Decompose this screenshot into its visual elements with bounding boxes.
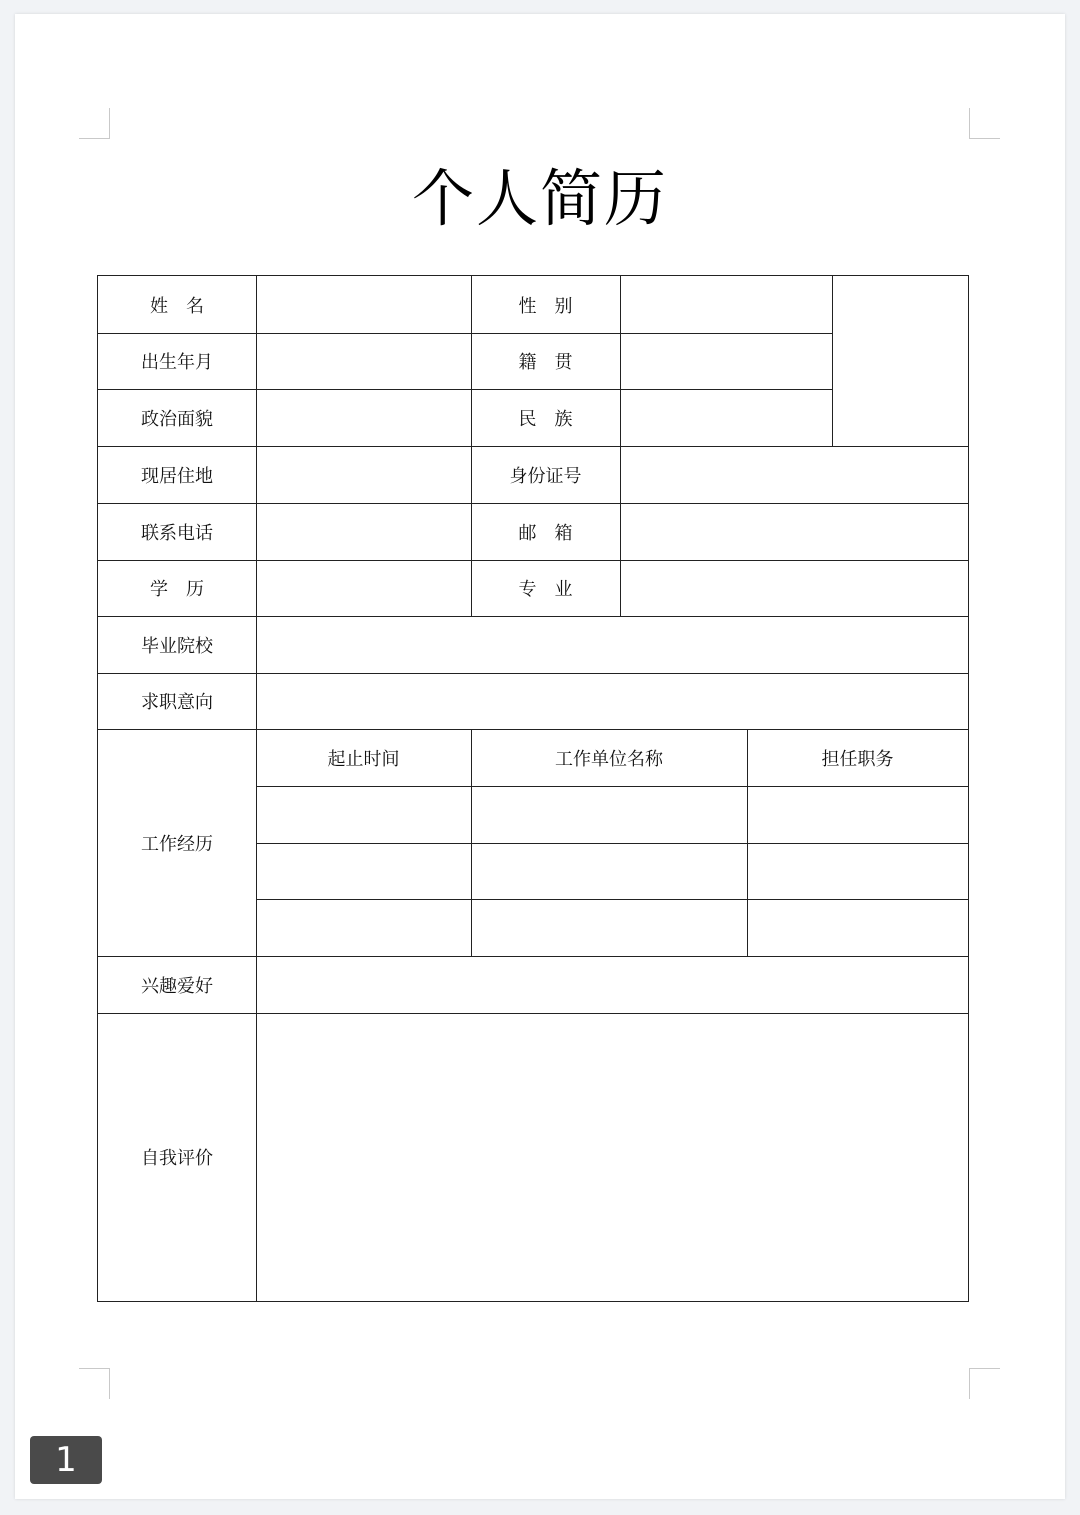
work-position-field[interactable] xyxy=(747,899,968,956)
margin-corner-mark xyxy=(79,1368,110,1399)
document-page xyxy=(15,14,1065,1499)
email-field[interactable] xyxy=(620,503,968,560)
work-period-field[interactable] xyxy=(256,843,471,899)
work-employer-field[interactable] xyxy=(471,899,747,956)
birth-field[interactable] xyxy=(256,333,471,389)
document-title: 个人简历 xyxy=(411,162,668,235)
self-evaluation-label: 自我评价 xyxy=(141,1148,213,1169)
id-number-label: 身份证号 xyxy=(509,465,582,487)
work-employer-field[interactable] xyxy=(471,843,747,899)
email-label: 邮 箱 xyxy=(518,522,573,544)
work-experience-label: 工作经历 xyxy=(141,833,213,855)
work-period-field[interactable] xyxy=(256,899,471,956)
birth-label: 出生年月 xyxy=(141,352,213,373)
ethnicity-field[interactable] xyxy=(620,389,832,446)
education-label: 学 历 xyxy=(150,579,204,600)
work-position-field[interactable] xyxy=(747,786,968,843)
phone-field[interactable] xyxy=(256,503,471,560)
self-evaluation-field[interactable] xyxy=(256,1013,968,1301)
work-period-field[interactable] xyxy=(256,786,471,843)
address-field[interactable] xyxy=(256,446,471,503)
margin-corner-mark xyxy=(969,1368,1000,1399)
work-column-period: 起止时间 xyxy=(327,748,400,770)
page-number-badge: 1 xyxy=(30,1436,102,1484)
name-label: 姓 名 xyxy=(150,295,204,317)
education-field[interactable] xyxy=(256,560,471,616)
phone-label: 联系电话 xyxy=(141,522,213,544)
resume-table xyxy=(97,275,969,1302)
major-field[interactable] xyxy=(620,560,968,616)
id-number-field[interactable] xyxy=(620,446,968,503)
school-label: 毕业院校 xyxy=(141,635,213,657)
native-place-label: 籍 贯 xyxy=(518,352,573,373)
margin-corner-mark xyxy=(79,108,110,139)
work-column-employer: 工作单位名称 xyxy=(555,748,663,770)
political-status-field[interactable] xyxy=(256,389,471,446)
native-place-field[interactable] xyxy=(620,333,832,389)
name-field[interactable] xyxy=(256,276,471,333)
ethnicity-label: 民 族 xyxy=(518,408,573,430)
political-status-label: 政治面貌 xyxy=(141,408,213,430)
hobbies-label: 兴趣爱好 xyxy=(141,975,213,997)
work-column-position: 担任职务 xyxy=(821,748,894,770)
school-field[interactable] xyxy=(256,616,968,673)
gender-label: 性 别 xyxy=(518,295,573,317)
address-label: 现居住地 xyxy=(141,465,213,487)
work-position-field[interactable] xyxy=(747,843,968,899)
major-label: 专 业 xyxy=(518,579,573,600)
margin-corner-mark xyxy=(969,108,1000,139)
gender-field[interactable] xyxy=(620,276,832,333)
work-employer-field[interactable] xyxy=(471,786,747,843)
photo-box[interactable] xyxy=(832,276,968,446)
job-intention-label: 求职意向 xyxy=(141,692,213,713)
hobbies-field[interactable] xyxy=(256,956,968,1013)
job-intention-field[interactable] xyxy=(256,673,968,729)
